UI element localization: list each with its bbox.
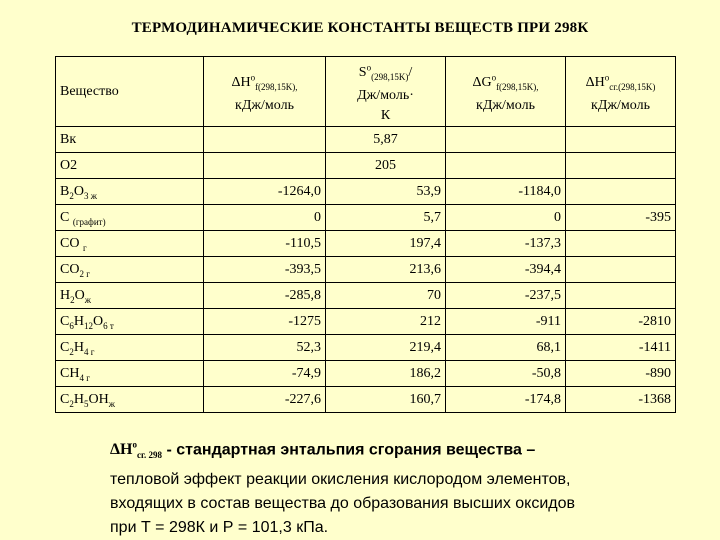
header-entropy-unit-1: Дж/моль· [357, 88, 414, 104]
header-enthalpy-unit: кДж/моль [235, 98, 294, 114]
substance-cell: $Н_2О_ж$ [56, 283, 204, 309]
value-cell-dh [204, 153, 326, 179]
table-row [56, 387, 676, 413]
value-cell-dhc: -395 [566, 205, 676, 231]
value-cell-dh: -110,5 [204, 231, 326, 257]
value-cell-s: 70 [326, 283, 446, 309]
table-row [56, 127, 676, 153]
value-cell-dg: -174,8 [446, 387, 566, 413]
value-cell-s: 160,7 [326, 387, 446, 413]
value-cell-dh: -1275 [204, 309, 326, 335]
value-cell-dg: -1184,0 [446, 179, 566, 205]
value-cell-s: 186,2 [326, 361, 446, 387]
header-entropy-symbol: $S^o_{(298,15K)}/$ [358, 62, 413, 82]
value-cell-s: 213,6 [326, 257, 446, 283]
footnote-symbol: $\Delta H^o_{сг. 298}$ [110, 440, 163, 461]
value-cell-s: 5,87 [326, 127, 446, 153]
footnote-line-2: тепловой эффект реакции окисления кислородом элементов, [110, 470, 571, 488]
header-substance-label: Вещество [60, 83, 119, 99]
header-combustion-unit: кДж/моль [591, 98, 650, 114]
value-cell-dhc: -1411 [566, 335, 676, 361]
value-cell-dh: -285,8 [204, 283, 326, 309]
value-cell-dhc [566, 231, 676, 257]
value-cell-dg: 68,1 [446, 335, 566, 361]
value-cell-s: 212 [326, 309, 446, 335]
table-row [56, 231, 676, 257]
value-cell-dhc [566, 257, 676, 283]
thermo-table [55, 56, 676, 413]
value-cell-dhc [566, 127, 676, 153]
value-cell-s: 197,4 [326, 231, 446, 257]
value-cell-dg [446, 127, 566, 153]
footnote [110, 433, 710, 540]
header-gibbs-unit: кДж/моль [476, 98, 535, 114]
value-cell-dh: 52,3 [204, 335, 326, 361]
value-cell-dg [446, 153, 566, 179]
substance-cell: $В_2О_{3 ж}$ [56, 179, 204, 205]
substance-cell: Вк [56, 127, 204, 153]
table-row [56, 283, 676, 309]
value-cell-dh: -74,9 [204, 361, 326, 387]
value-cell-dh: -1264,0 [204, 179, 326, 205]
value-cell-s: 205 [326, 153, 446, 179]
value-cell-s: 5,7 [326, 205, 446, 231]
table-row [56, 309, 676, 335]
table-header-row [56, 57, 676, 127]
value-cell-s: 219,4 [326, 335, 446, 361]
table-row [56, 361, 676, 387]
substance-cell: $СН_{4 г}$ [56, 361, 204, 387]
value-cell-s: 53,9 [326, 179, 446, 205]
footnote-line-1-text: - стандартная энтальпия сгорания вещества – [162, 441, 536, 459]
substance-cell: О2 [56, 153, 204, 179]
value-cell-dg: -50,8 [446, 361, 566, 387]
value-cell-dg: 0 [446, 205, 566, 231]
substance-cell: $С_2Н_{4 г}$ [56, 335, 204, 361]
value-cell-dg: -137,3 [446, 231, 566, 257]
value-cell-dh: 0 [204, 205, 326, 231]
header-entropy-unit-2: К [380, 108, 391, 124]
value-cell-dh: -393,5 [204, 257, 326, 283]
value-cell-dhc: -2810 [566, 309, 676, 335]
substance-cell: С $_{(графит)}$ [56, 205, 204, 231]
page-title: ТЕРМОДИНАМИЧЕСКИЕ КОНСТАНТЫ ВЕЩЕСТВ ПРИ 298К [131, 20, 589, 36]
table-row [56, 179, 676, 205]
table-row [56, 257, 676, 283]
value-cell-dg: -394,4 [446, 257, 566, 283]
footnote-line-4: при Т = 298К и Р = 101,3 кПа. [110, 518, 329, 536]
footnote-line-3: входящих в состав вещества до образования высших оксидов [110, 494, 576, 512]
value-cell-dhc [566, 179, 676, 205]
header-gibbs-symbol: $\Delta G^o_{f(298,15K),}$ [472, 72, 539, 92]
value-cell-dhc: -1368 [566, 387, 676, 413]
header-combustion-symbol: $\Delta H^o_{сг.(298,15K)}$ [585, 72, 656, 92]
value-cell-dh [204, 127, 326, 153]
value-cell-dg: -237,5 [446, 283, 566, 309]
header-gibbs [446, 57, 566, 127]
header-combustion [566, 57, 676, 127]
substance-cell: $С_2Н_5ОН_ж$ [56, 387, 204, 413]
value-cell-dh: -227,6 [204, 387, 326, 413]
value-cell-dg: -911 [446, 309, 566, 335]
value-cell-dhc [566, 283, 676, 309]
value-cell-dhc: -890 [566, 361, 676, 387]
substance-cell: $СО_{2 г}$ [56, 257, 204, 283]
substance-cell: СО $_г$ [56, 231, 204, 257]
footnote-line-1 [110, 433, 710, 468]
header-enthalpy-symbol: $\Delta H^o_{f(298,15K),}$ [231, 72, 298, 92]
header-substance [56, 57, 204, 127]
table-row [56, 335, 676, 361]
header-enthalpy [204, 57, 326, 127]
table-row [56, 205, 676, 231]
table-row [56, 153, 676, 179]
header-entropy [326, 57, 446, 127]
substance-cell: $С_6Н_{12}О_{6 т}$ [56, 309, 204, 335]
value-cell-dhc [566, 153, 676, 179]
